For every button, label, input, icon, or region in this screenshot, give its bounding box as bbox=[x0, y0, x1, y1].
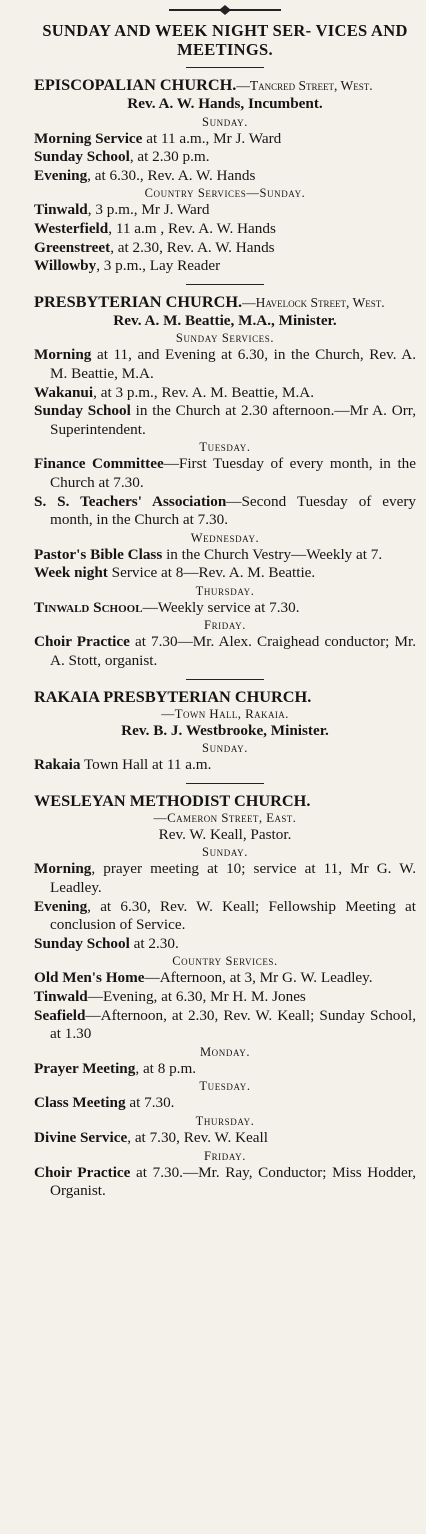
entry-label: Rakaia bbox=[34, 756, 81, 774]
entry-label: Choir Practice bbox=[34, 633, 130, 651]
minister: Rev. B. J. Westbrooke, Minister. bbox=[121, 721, 329, 739]
service-entry bbox=[34, 756, 416, 775]
entry-text: , at 7.30, Rev. W. Keall bbox=[127, 1128, 268, 1146]
entry-text: , at 2.30, Rev. A. W. Hands bbox=[110, 238, 275, 256]
entry-text: in the Church Vestry—Weekly at 7. bbox=[162, 545, 383, 563]
church-name: RAKAIA PRESBYTERIAN CHURCH. bbox=[34, 686, 312, 706]
service-entry bbox=[34, 402, 416, 439]
entry-text: —First Tuesday of every month, in the Church at 7.30. bbox=[50, 455, 416, 491]
entry-label: Tinwald School bbox=[34, 598, 143, 616]
day-heading: Thursday. bbox=[195, 1113, 255, 1128]
day-heading: Sunday. bbox=[202, 114, 248, 129]
service-entry bbox=[34, 898, 416, 935]
service-entry bbox=[34, 148, 416, 167]
entry-text: , 3 p.m., Lay Reader bbox=[96, 257, 221, 275]
day-heading: Tuesday. bbox=[199, 1079, 251, 1094]
service-entry bbox=[34, 935, 416, 954]
entry-text: in the Church at 2.30 afternoon.—Mr A. Orr, Superintendent. bbox=[50, 402, 416, 438]
entry-text: at 7.30—Mr. Alex. Craighead conductor; Mr. A. Stott, organist. bbox=[50, 633, 416, 670]
entry-label: Sunday School bbox=[34, 402, 131, 420]
divider bbox=[186, 679, 264, 680]
day-heading: Wednesday. bbox=[190, 530, 260, 545]
top-ornament bbox=[34, 4, 416, 18]
day-heading: Tuesday. bbox=[199, 440, 251, 455]
minister: Rev. A. M. Beattie, M.A., Minister. bbox=[113, 311, 337, 329]
entry-label: Morning bbox=[34, 860, 92, 878]
day-heading: Sunday. bbox=[202, 741, 248, 756]
entry-label: Finance Committee bbox=[34, 455, 164, 473]
church-name: PRESBYTERIAN CHURCH. bbox=[34, 291, 243, 311]
service-entry bbox=[34, 599, 416, 618]
service-entry bbox=[34, 493, 416, 530]
entry-label: Westerfield bbox=[34, 219, 109, 237]
service-entry bbox=[34, 201, 416, 220]
service-entry bbox=[34, 633, 416, 670]
entry-label: Evening bbox=[34, 166, 88, 184]
entry-label: Morning Service bbox=[34, 129, 143, 147]
church-address: —Town Hall, Rakaia. bbox=[161, 705, 289, 721]
episcopalian-section bbox=[34, 75, 416, 276]
service-entry bbox=[34, 1007, 416, 1044]
service-entry bbox=[34, 860, 416, 897]
service-entry bbox=[34, 455, 416, 492]
entry-label: S. S. Teachers' Association bbox=[34, 492, 227, 510]
entry-text: Town Hall at 11 a.m. bbox=[80, 756, 212, 774]
day-heading: Friday. bbox=[204, 1148, 246, 1163]
entry-text: at 7.30.—Mr. Ray, Conductor; Miss Hodder, Organist. bbox=[50, 1163, 416, 1200]
entry-text: —Weekly service at 7.30. bbox=[142, 598, 300, 616]
page-title: SUNDAY AND WEEK NIGHT SER- VICES AND MEETINGS. bbox=[42, 21, 408, 59]
service-entry bbox=[34, 1129, 416, 1148]
service-entry bbox=[34, 257, 416, 276]
minister: Rev. W. Keall, Pastor. bbox=[158, 825, 292, 843]
entry-label: Sunday School bbox=[34, 934, 130, 952]
entry-text: , 11 a.m , Rev. A. W. Hands bbox=[108, 219, 276, 237]
entry-text: Service at 8—Rev. A. M. Beattie. bbox=[107, 564, 316, 582]
divider bbox=[186, 783, 264, 784]
church-address: —Cameron Street, East. bbox=[153, 809, 297, 825]
entry-text: at 11, and Evening at 6.30, in the Church, Rev. A. M. Beattie, M.A. bbox=[50, 346, 416, 382]
day-heading: Friday. bbox=[204, 618, 246, 633]
day-heading: Country Services. bbox=[172, 954, 278, 969]
entry-label: Choir Practice bbox=[34, 1163, 131, 1181]
entry-text: —Second Tuesday of every month, in the Church at 7.30. bbox=[50, 492, 417, 529]
service-entry bbox=[34, 384, 416, 403]
entry-text: , prayer meeting at 10; service at 11, Mr G. W. Leadley. bbox=[50, 860, 416, 897]
service-entry bbox=[34, 130, 416, 149]
church-address: —Havelock Street, West. bbox=[242, 294, 385, 310]
church-address: —Tancred Street, West. bbox=[236, 78, 373, 93]
day-heading: Monday. bbox=[199, 1044, 251, 1059]
minister: Rev. A. W. Hands, Incumbent. bbox=[127, 95, 323, 112]
entry-label: Pastor's Bible Class bbox=[34, 545, 163, 563]
entry-label: Greenstreet bbox=[34, 238, 111, 256]
service-entry bbox=[34, 220, 416, 239]
entry-label: Morning bbox=[34, 346, 92, 364]
rakaia-section bbox=[34, 687, 416, 775]
wesleyan-section bbox=[34, 791, 416, 1201]
service-entry bbox=[34, 546, 416, 565]
service-entry bbox=[34, 988, 416, 1007]
entry-label: Class Meeting bbox=[34, 1094, 126, 1112]
day-heading: Country Services—Sunday. bbox=[144, 186, 306, 201]
entry-label: Willowby bbox=[34, 257, 97, 275]
entry-label: Old Men's Home bbox=[34, 969, 145, 987]
entry-label: Divine Service bbox=[34, 1128, 128, 1146]
entry-label: Evening bbox=[34, 897, 88, 915]
entry-label: Prayer Meeting bbox=[34, 1059, 136, 1077]
service-entry bbox=[34, 564, 416, 583]
entry-text: , at 6.30, Rev. W. Keall; Fellowship Meeting at conclusion of Service. bbox=[50, 897, 416, 934]
day-heading: Sunday Services. bbox=[175, 331, 275, 346]
church-name: EPISCOPALIAN CHURCH. bbox=[34, 75, 237, 94]
presbyterian-section bbox=[34, 292, 416, 671]
entry-label: Seafield bbox=[34, 1006, 86, 1024]
entry-label: Wakanui bbox=[34, 383, 94, 401]
entry-text: —Afternoon, at 2.30, Rev. W. Keall; Sunday School, at 1.30 bbox=[50, 1006, 416, 1043]
service-entry bbox=[34, 239, 416, 258]
day-heading: Sunday. bbox=[202, 845, 248, 860]
service-entry bbox=[34, 1164, 416, 1201]
divider bbox=[186, 67, 264, 68]
entry-text: , 3 p.m., Mr J. Ward bbox=[87, 201, 210, 219]
entry-label: Tinwald bbox=[34, 988, 88, 1005]
entry-text: , at 6.30., Rev. A. W. Hands bbox=[87, 166, 256, 184]
entry-label: Sunday School bbox=[34, 148, 130, 166]
service-entry bbox=[34, 346, 416, 383]
entry-text: , at 8 p.m. bbox=[135, 1059, 197, 1077]
entry-label: Tinwald bbox=[34, 201, 88, 219]
entry-text: —Evening, at 6.30, Mr H. M. Jones bbox=[87, 988, 306, 1005]
service-entry bbox=[34, 1060, 416, 1079]
day-heading: Thursday. bbox=[195, 583, 255, 598]
entry-text: —Afternoon, at 3, Mr G. W. Leadley. bbox=[144, 969, 373, 987]
service-entry bbox=[34, 969, 416, 988]
ornament-rule-icon bbox=[165, 4, 285, 16]
entry-label: Week night bbox=[34, 564, 108, 582]
entry-text: , at 3 p.m., Rev. A. M. Beattie, M.A. bbox=[93, 383, 315, 401]
service-entry bbox=[34, 1094, 416, 1113]
service-entry bbox=[34, 167, 416, 186]
church-name: WESLEYAN METHODIST CHURCH. bbox=[34, 790, 311, 810]
entry-text: , at 2.30 p.m. bbox=[129, 148, 210, 166]
divider bbox=[186, 284, 264, 285]
entry-text: at 2.30. bbox=[129, 934, 179, 952]
entry-text: at 7.30. bbox=[125, 1094, 175, 1112]
entry-text: at 11 a.m., Mr J. Ward bbox=[142, 129, 282, 147]
